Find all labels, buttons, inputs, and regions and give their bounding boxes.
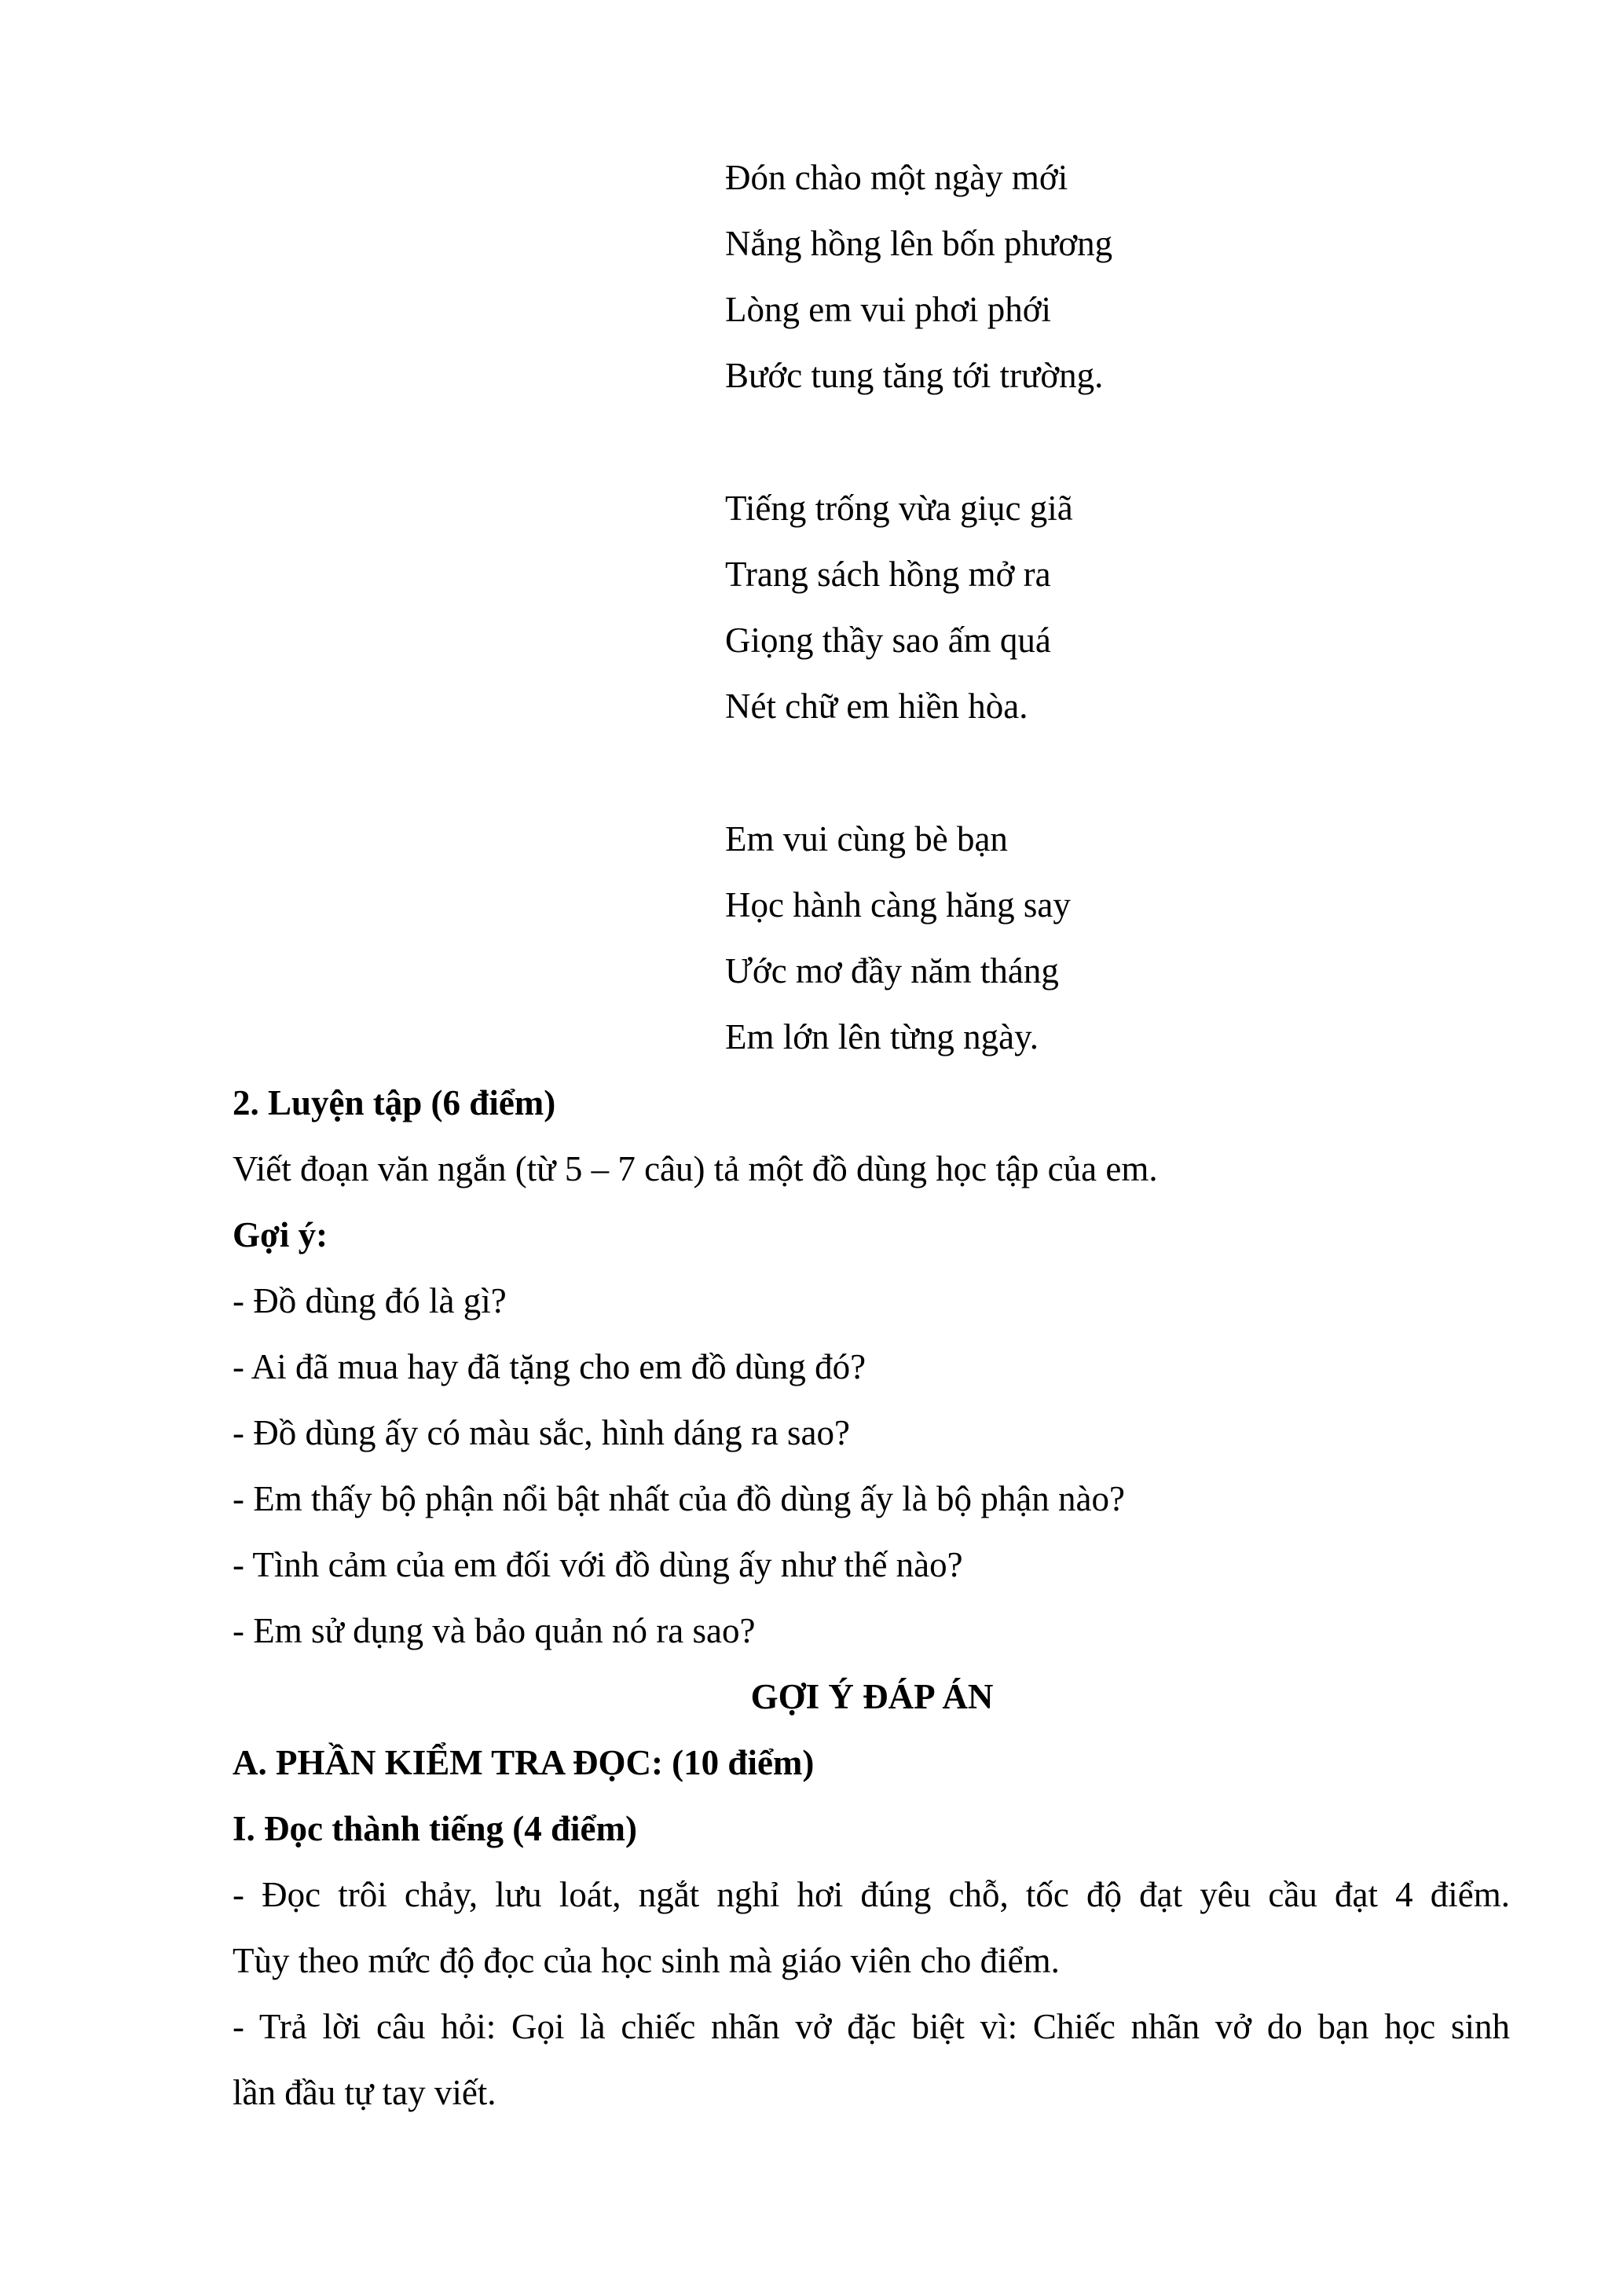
poem-line: Em lớn lên từng ngày. bbox=[725, 1017, 1039, 1056]
poem-line: Trang sách hồng mở ra bbox=[725, 555, 1051, 594]
practice-instruction: Viết đoạn văn ngắn (từ 5 – 7 câu) tả một đồ dùng học tập của em. bbox=[233, 1149, 1158, 1188]
poem-line: Lòng em vui phơi phới bbox=[725, 290, 1052, 329]
hint-item: - Ai đã mua hay đã tặng cho em đồ dùng đó? bbox=[233, 1347, 866, 1386]
poem-line: Học hành càng hăng say bbox=[725, 885, 1071, 925]
section-a-heading: A. PHẦN KIỂM TRA ĐỌC: (10 điểm) bbox=[233, 1743, 815, 1782]
hint-item: - Tình cảm của em đối với đồ dùng ấy như thế nào? bbox=[233, 1545, 963, 1584]
paragraph-line: Tùy theo mức độ đọc của học sinh mà giáo viên cho điểm. bbox=[233, 1941, 1060, 1980]
section-i-heading: I. Đọc thành tiếng (4 điểm) bbox=[233, 1809, 637, 1848]
poem-line: Ước mơ đầy năm tháng bbox=[725, 951, 1059, 991]
hint-item: - Đồ dùng đó là gì? bbox=[233, 1281, 507, 1320]
hint-item: - Đồ dùng ấy có màu sắc, hình dáng ra sao? bbox=[233, 1413, 851, 1452]
poem-line: Tiếng trống vừa giục giã bbox=[725, 489, 1073, 528]
poem-line: Đón chào một ngày mới bbox=[725, 158, 1068, 197]
poem-line: Bước tung tăng tới trường. bbox=[725, 356, 1104, 395]
hint-item: - Em thấy bộ phận nổi bật nhất của đồ dùng ấy là bộ phận nào? bbox=[233, 1479, 1125, 1518]
practice-heading: 2. Luyện tập (6 điểm) bbox=[233, 1083, 556, 1122]
answers-title: GỢI Ý ĐÁP ÁN bbox=[750, 1677, 994, 1716]
hint-label: Gợi ý: bbox=[233, 1215, 328, 1254]
paragraph-line: - Đọc trôi chảy, lưu loát, ngắt nghỉ hơi đúng chỗ, tốc độ đạt yêu cầu đạt 4 điểm. bbox=[233, 1875, 1510, 1914]
poem-line: Giọng thầy sao ấm quá bbox=[725, 621, 1051, 660]
poem-line: Nắng hồng lên bốn phương bbox=[725, 224, 1113, 263]
poem-line: Nét chữ em hiền hòa. bbox=[725, 687, 1028, 726]
hint-item: - Em sử dụng và bảo quản nó ra sao? bbox=[233, 1611, 756, 1650]
paragraph-line: - Trả lời câu hỏi: Gọi là chiếc nhãn vở đặc biệt vì: Chiếc nhãn vở do bạn học sinh bbox=[233, 2007, 1510, 2046]
poem-line: Em vui cùng bè bạn bbox=[725, 819, 1008, 859]
paragraph-line: lần đầu tự tay viết. bbox=[233, 2073, 496, 2112]
